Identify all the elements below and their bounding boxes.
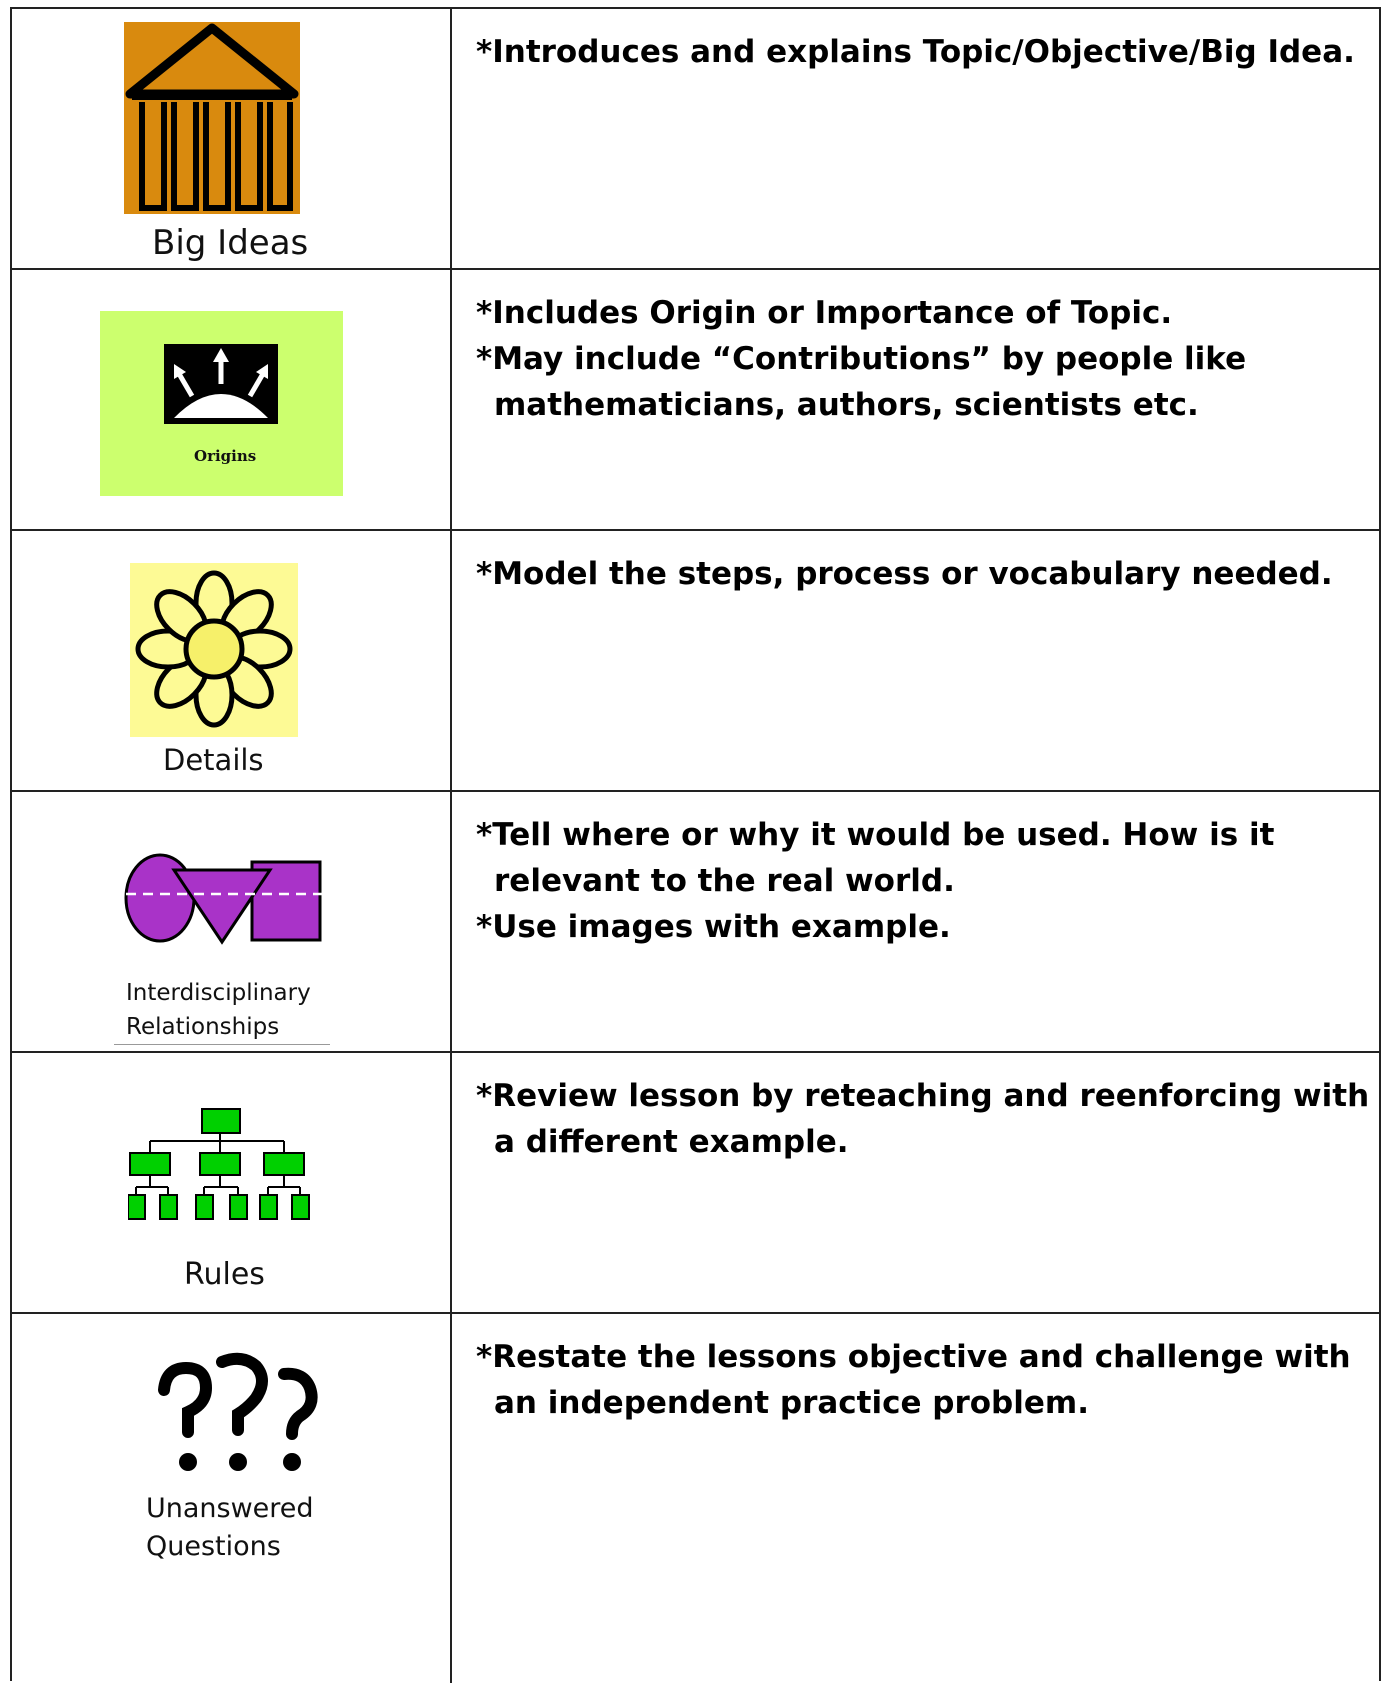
icon-label: Questions [146, 1531, 281, 1562]
description-line: *Introduces and explains Topic/Objective/Big Idea. [476, 34, 1355, 70]
rising-sun-arrows-icon [164, 344, 278, 424]
description-line: *Model the steps, process or vocabulary needed. [476, 556, 1333, 592]
temple-icon [124, 22, 300, 214]
label-underline [114, 1044, 330, 1045]
icon-cell [12, 1314, 452, 1683]
description-line: *Tell where or why it would be used. How is it [476, 817, 1275, 853]
description-line: a different example. [494, 1124, 849, 1160]
table-row [12, 531, 1379, 792]
description-cell [454, 1314, 1379, 1683]
description-line: an independent practice problem. [494, 1385, 1089, 1421]
description-line: relevant to the real world. [494, 863, 955, 899]
description-cell [454, 792, 1379, 1051]
table-row [12, 9, 1379, 270]
description-cell [454, 1053, 1379, 1312]
origins-panel [100, 311, 343, 496]
icon-cell [12, 531, 452, 790]
icon-label: Big Ideas [152, 223, 309, 263]
strategy-table [10, 7, 1381, 1681]
icon-cell [12, 1053, 452, 1312]
table-row [12, 270, 1379, 531]
shapes-connected-icon [124, 850, 324, 945]
description-line: *Use images with example. [476, 909, 951, 945]
icon-cell [12, 270, 452, 529]
table-row [12, 1314, 1379, 1683]
icon-cell [12, 9, 452, 268]
description-cell [454, 270, 1379, 529]
description-line: *Includes Origin or Importance of Topic. [476, 295, 1173, 331]
icon-label: Details [163, 743, 264, 777]
icon-label: Rules [184, 1257, 265, 1292]
icon-label: Unanswered [146, 1493, 314, 1524]
icon-label: Origins [194, 447, 257, 465]
icon-label: Relationships [126, 1014, 280, 1040]
description-cell [454, 531, 1379, 790]
description-line: *May include “Contributions” by people like [476, 341, 1247, 377]
icon-cell [12, 792, 452, 1051]
description-cell [454, 9, 1379, 268]
description-line: *Restate the lessons objective and challenge with [476, 1339, 1351, 1375]
description-line: mathematicians, authors, scientists etc. [494, 387, 1199, 423]
question-marks-icon [152, 1350, 322, 1480]
flower-icon [130, 563, 298, 737]
icon-label: Interdisciplinary [126, 980, 311, 1006]
hierarchy-chart-icon [128, 1107, 310, 1222]
table-row [12, 792, 1379, 1053]
table-row [12, 1053, 1379, 1314]
description-line: *Review lesson by reteaching and reenforcing with [476, 1078, 1370, 1114]
